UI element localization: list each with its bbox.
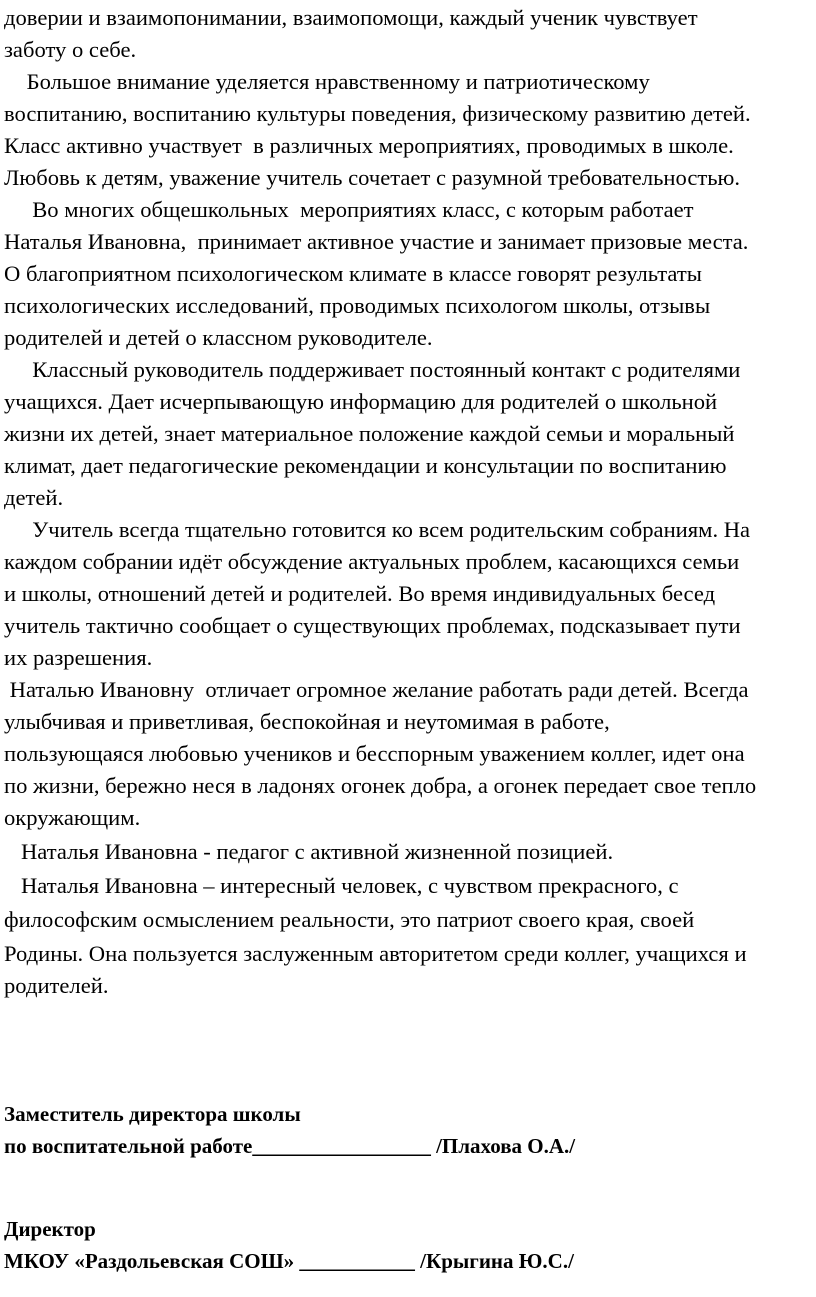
text-line: Учитель всегда тщательно готовится ко всем родительским собраниям. На (4, 517, 751, 542)
text-line: учащихся. Дает исчерпывающую информацию для родителей о школьной (4, 389, 718, 414)
text-line: климат, дает педагогические рекомендации и консультации по воспитанию (4, 453, 727, 478)
text-line: окружающим. (4, 805, 141, 830)
signature-director-line: МКОУ «Раздольевская СОШ» ___________ /Крыгина Ю.С./ (4, 1249, 574, 1273)
text-line: их разрешения. (4, 645, 153, 670)
text-line: Классный руководитель поддерживает постоянный контакт с родителями (4, 357, 741, 382)
text-line: Наталья Ивановна - педагог с активной жизненной позицией. (4, 839, 614, 864)
text-line: каждом собрании идёт обсуждение актуальных проблем, касающихся семьи (4, 549, 740, 574)
text-line: детей. (4, 485, 64, 510)
text-line: учитель тактично сообщает о существующих проблемах, подсказывает пути (4, 613, 741, 638)
text-line: и школы, отношений детей и родителей. Во время индивидуальных бесед (4, 581, 716, 606)
text-line: философским осмыслением реальности, это патриот своего края, своей (4, 907, 695, 932)
text-line: по жизни, бережно неся в ладонях огонек добра, а огонек передает свое тепло (4, 773, 757, 798)
text-line: родителей. (4, 973, 109, 998)
text-line: Во многих общешкольных мероприятиях класс, с которым работает (4, 197, 694, 222)
text-line: психологических исследований, проводимых психологом школы, отзывы (4, 293, 711, 318)
text-line: Класс активно участвует в различных мероприятиях, проводимых в школе. (4, 133, 734, 158)
text-line: О благоприятном психологическом климате в классе говорят результаты (4, 261, 702, 286)
signature-deputy-title: Заместитель директора школы (4, 1102, 301, 1126)
text-line: Наталья Ивановна – интересный человек, с чувством прекрасного, с (4, 873, 679, 898)
text-line: Наталья Ивановна, принимает активное участие и занимает призовые места. (4, 229, 749, 254)
signature-director-title: Директор (4, 1217, 96, 1241)
text-line: заботу о себе. (4, 37, 137, 62)
signature-deputy-line: по воспитательной работе_________________ /Плахова О.А./ (4, 1134, 576, 1158)
text-line: воспитанию, воспитанию культуры поведения, физическому развитию детей. (4, 101, 751, 126)
text-line: Любовь к детям, уважение учитель сочетает с разумной требовательностью. (4, 165, 741, 190)
text-line: Родины. Она пользуется заслуженным авторитетом среди коллег, учащихся и (4, 941, 747, 966)
text-line: пользующаяся любовью учеников и бесспорным уважением коллег, идет она (4, 741, 745, 766)
text-line: Большое внимание уделяется нравственному и патриотическому (4, 69, 650, 94)
text-line: родителей и детей о классном руководителе. (4, 325, 433, 350)
text-line: улыбчивая и приветливая, беспокойная и неутомимая в работе, (4, 709, 610, 734)
text-line: жизни их детей, знает материальное положение каждой семьи и моральный (4, 421, 735, 446)
text-line: Наталью Ивановну отличает огромное желание работать ради детей. Всегда (4, 677, 749, 702)
text-line: доверии и взаимопонимании, взаимопомощи, каждый ученик чувствует (4, 5, 698, 30)
